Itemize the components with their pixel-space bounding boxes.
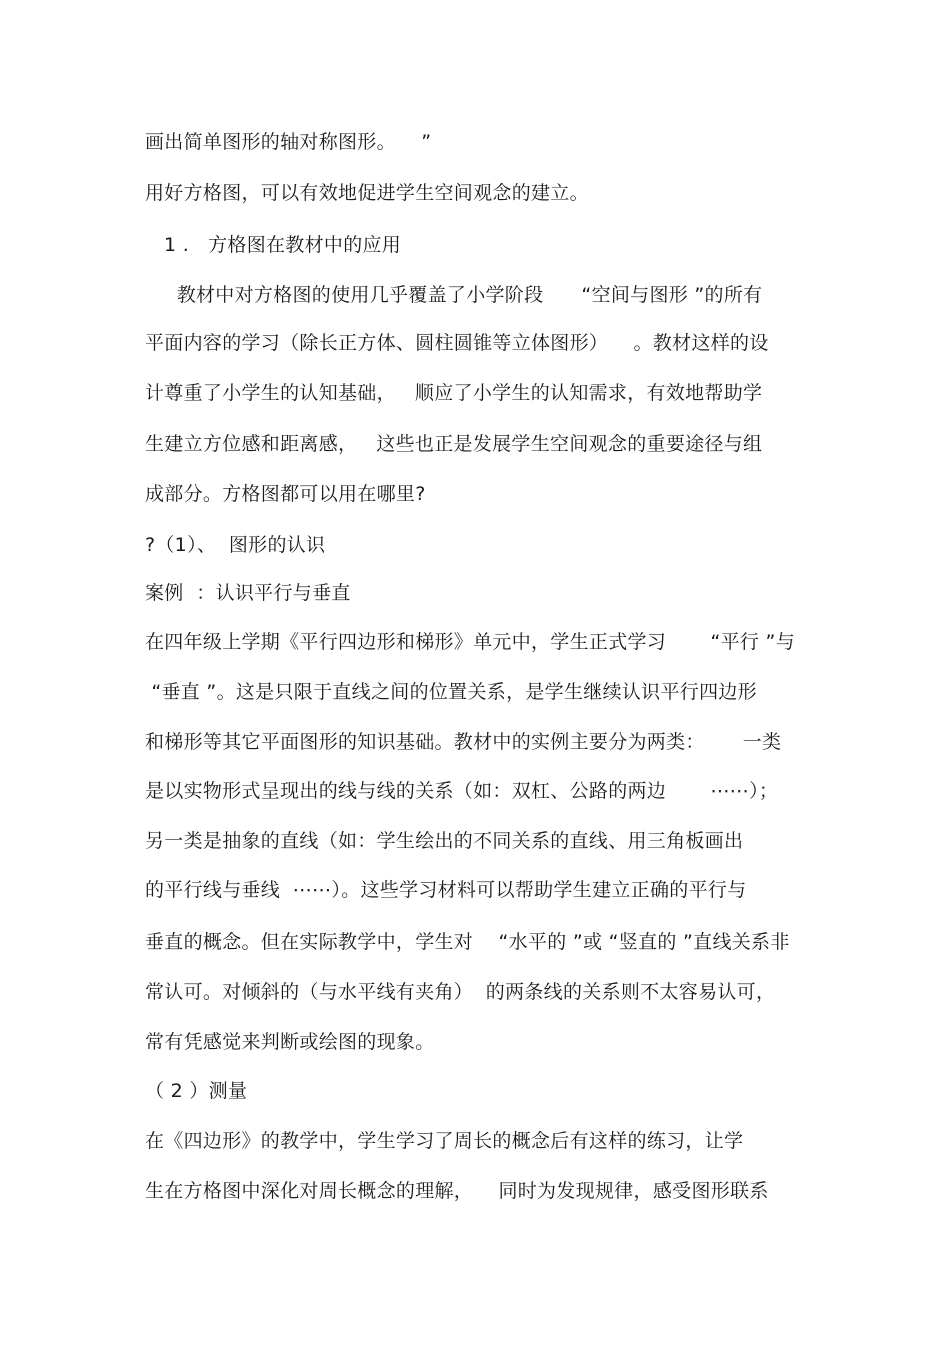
text-line: 是以实物形式呈现出的线与线的关系（如：双杠、公路的两边 ⋯⋯）； bbox=[145, 780, 779, 802]
text-line: 平面内容的学习（除长正方体、圆柱圆锥等立体图形） 。教材这样的设 bbox=[145, 332, 769, 354]
text-line: 的平行线与垂线 ⋯⋯）。这些学习材料可以帮助学生建立正确的平行与 bbox=[145, 879, 747, 901]
text-line: “垂直 ”。这是只限于直线之间的位置关系，是学生继续认识平行四边形 bbox=[145, 681, 757, 703]
text-line: 计尊重了小学生的认知基础， 顺应了小学生的认知需求，有效地帮助学 bbox=[145, 382, 763, 404]
text-line: 成部分。方格图都可以用在哪里? bbox=[145, 483, 426, 505]
text-line: 用好方格图，可以有效地促进学生空间观念的建立。 bbox=[145, 182, 589, 204]
section-heading: 1 . 方格图在教材中的应用 bbox=[145, 234, 402, 256]
subsection-heading: （ 2 ）测量 bbox=[145, 1080, 248, 1102]
text-line: 画出简单图形的轴对称图形。 ” bbox=[145, 131, 432, 153]
text-line: 另一类是抽象的直线（如：学生绘出的不同关系的直线、用三角板画出 bbox=[145, 830, 744, 852]
subsection-heading: ?（1）、 图形的认识 bbox=[145, 534, 326, 556]
text-line: 教材中对方格图的使用几乎覆盖了小学阶段 “空间与图形 ”的所有 bbox=[145, 284, 763, 306]
text-line: 常有凭感觉来判断或绘图的现象。 bbox=[145, 1031, 435, 1053]
text-line: 生在方格图中深化对周长概念的理解， 同时为发现规律，感受图形联系 bbox=[145, 1180, 769, 1202]
text-line: 常认可。对倾斜的（与水平线有夹角） 的两条线的关系则不太容易认可， bbox=[145, 981, 776, 1003]
case-heading: 案例 ：认识平行与垂直 bbox=[145, 582, 351, 604]
text-line: 生建立方位感和距离感， 这些也正是发展学生空间观念的重要途径与组 bbox=[145, 433, 763, 455]
text-line: 在《四边形》的教学中，学生学习了周长的概念后有这样的练习，让学 bbox=[145, 1130, 744, 1152]
text-line: 和梯形等其它平面图形的知识基础。教材中的实例主要分为两类： 一类 bbox=[145, 731, 782, 753]
text-line: 在四年级上学期《平行四边形和梯形》单元中，学生正式学习 “平行 ”与 bbox=[145, 631, 796, 653]
text-line: 垂直的概念。但在实际教学中，学生对 “水平的 ”或 “竖直的 ”直线关系非 bbox=[145, 931, 790, 953]
